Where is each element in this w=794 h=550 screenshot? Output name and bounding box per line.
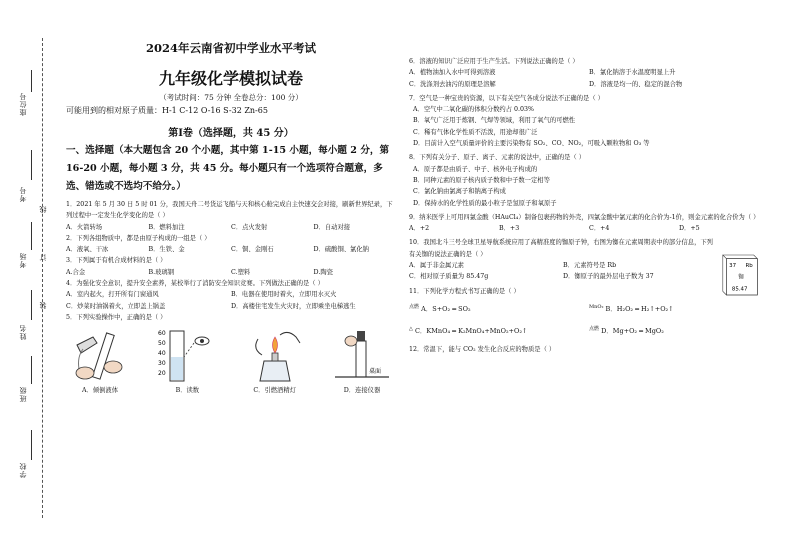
question-8 xyxy=(409,152,769,208)
tick-30: 30 xyxy=(158,360,166,368)
exam-subtitle: 九年级化学模拟试卷 xyxy=(158,69,303,88)
atomic-masses: 可能用到的相对原子质量：H-1 C-12 O-16 S-32 Zn-65 xyxy=(66,106,268,115)
question-stem: 1．2021 年 5 月 30 日 5 时 01 分，我国天舟二号货运飞船与天和核心舱完成自主快速交会对接，刷新世界纪录，下列过程中一定发生化学变化的是（ ） xyxy=(66,201,393,220)
equation-d xyxy=(589,319,769,341)
tick-50: 50 xyxy=(158,340,166,348)
equation-c-text: C．KMnO₄ ═ K₂MnO₄+MnO₂+O₂↑ xyxy=(414,327,528,336)
exam-number-blank xyxy=(31,150,32,180)
right-column xyxy=(409,56,769,356)
cut-mark-ding: 订 xyxy=(39,254,47,261)
option-d: D．自动对接 xyxy=(313,223,351,231)
option-c: C．+4 xyxy=(589,225,610,233)
element-name: 铷 xyxy=(738,275,744,282)
equation-a-text: A．S+O₂ ═ SO₂ xyxy=(421,305,471,314)
tick-60: 60 xyxy=(158,330,166,338)
atomic-number: 37 xyxy=(729,263,737,270)
question-5 xyxy=(66,312,396,394)
section-instruction: 一、选择题（本大题包含 20 个小题，其中第 1-15 小题，每小题 2 分，第 16-20 小题，每小题 3 分，共 45 分。每小题只有一个选项符合题意，多选、错选或不选均不给分。） xyxy=(66,145,390,192)
label-exam-room: 考场 xyxy=(19,252,27,268)
part1-title: 第Ⅰ卷（选择题，共 45 分） xyxy=(168,128,294,139)
atomic-mass: 85.47 xyxy=(731,286,748,293)
question-4 xyxy=(66,278,396,312)
question-2 xyxy=(66,233,396,256)
option-a: A．液氧、干冰 xyxy=(66,246,109,254)
option-d: D．+5 xyxy=(679,225,700,233)
condition-c: △ xyxy=(409,326,413,333)
figure-c xyxy=(241,327,309,394)
lab-figures xyxy=(66,327,396,394)
option-c: C．炒菜时油锅着火，立即盖上锅盖 xyxy=(66,302,166,310)
question-stem: 4．为强化安全意识，提升安全素养，某校举行了消防安全知识竞赛。下列做法正确的是（ ） xyxy=(66,280,324,288)
left-column xyxy=(66,40,396,394)
cut-line xyxy=(42,38,43,518)
label-name: 姓名 xyxy=(19,324,27,340)
equation-b xyxy=(589,297,769,319)
condition-a: 点燃 xyxy=(409,303,420,310)
exam-room-blank xyxy=(31,222,32,250)
element-symbol: Rb xyxy=(745,263,753,270)
school-blank xyxy=(31,430,32,460)
option-a: A.合金 xyxy=(66,268,86,276)
option-b: B．+3 xyxy=(499,225,520,233)
label-class: 班级 xyxy=(19,386,27,402)
option-c: C．相对原子质量为 85.47g xyxy=(409,273,489,281)
option-b: B．氯化钠溶于水温度明显上升 xyxy=(589,69,676,77)
question-stem: 6．溶液的知识广泛应用于生产生活。下列说法正确的是（ ） xyxy=(409,58,579,65)
option-b: B．同种元素的原子核内质子数和中子数一定相等 xyxy=(413,176,550,184)
option-b: B．元素符号是 Rb xyxy=(563,262,617,270)
option-d: D．溶液是均一的、稳定的混合物 xyxy=(589,80,683,88)
option-a: A．倾倒液体 xyxy=(81,387,119,395)
question-stem: 2．下列各组物质中，都是由原子构成的一组是（ ） xyxy=(66,234,211,242)
option-d: D．硫酸铜、氯化钠 xyxy=(313,246,369,254)
question-1 xyxy=(66,199,396,233)
equation-b-text: B．H₂O₂ ═ H₂↑+O₂↑ xyxy=(605,305,674,314)
question-6 xyxy=(409,56,769,90)
option-b: B．读数 xyxy=(175,387,200,395)
option-d: D.陶瓷 xyxy=(313,268,333,276)
condition-d: 点燃 xyxy=(589,326,600,333)
cut-mark-zhuang: 装 xyxy=(39,302,47,309)
label-seat-number: 座位号 xyxy=(19,92,27,116)
option-c: C．稀有气体化学性质不活泼，用途却很广泛 xyxy=(413,128,538,136)
option-b: B．氧气广泛用于炼钢、气焊等领域，利用了氧气的可燃性 xyxy=(413,117,576,125)
question-stem: 5．下列实验操作中，正确的是（ ） xyxy=(66,313,167,321)
question-stem: 8．下列有关分子、原子、离子、元素的说法中，正确的是（ ） xyxy=(409,154,586,162)
question-7 xyxy=(409,93,769,149)
equation-d-text: D．Mg+O₂ ═ MgO₂ xyxy=(601,327,664,336)
option-d: D．保持水的化学性质的最小粒子是氢原子和氧原子 xyxy=(413,199,557,207)
option-a: A．+2 xyxy=(409,225,430,233)
option-a: A．空气中二氧化碳的体积分数约占 0.03% xyxy=(413,106,535,114)
class-blank xyxy=(31,356,32,384)
option-c: C．点火发射 xyxy=(231,223,268,231)
pour-liquid-illustration xyxy=(69,327,131,385)
option-d: D．高楼住宅发生火灾时，立即乘坐电梯逃生 xyxy=(231,302,356,310)
question-stem: 3．下列属于有机合成材料的是（ ） xyxy=(66,257,167,265)
question-stem: 10．我国北斗三号全球卫星导航系统应用了高精准度的铷原子钟，右图为铷在元素周期表中的部分信息，下列有关铷的说法正确的是（ ） xyxy=(409,239,713,258)
table-label: 桌面 xyxy=(368,368,381,376)
equation-a xyxy=(409,297,589,319)
cut-mark-xian: 线 xyxy=(39,206,47,213)
equation-c xyxy=(409,319,589,341)
option-c: C.塑料 xyxy=(231,268,251,276)
binding-margin xyxy=(0,0,52,550)
question-stem: 7．空气是一种宝贵的资源，以下有关空气各成分说法不正确的是（ ） xyxy=(409,94,604,102)
name-blank xyxy=(31,290,32,320)
figure-a xyxy=(66,327,134,394)
option-a: A．属于非金属元素 xyxy=(409,262,464,270)
option-c: C．氯化钠由氯离子和钠离子构成 xyxy=(413,188,506,196)
tick-40: 40 xyxy=(158,350,166,358)
exam-title: 2024年云南省初中学业水平考试 xyxy=(145,41,316,55)
option-b: B．燃料加注 xyxy=(148,223,185,231)
label-school: 学校 xyxy=(19,462,27,478)
option-b: B．电器在使用时着火，立即用水灭火 xyxy=(231,291,337,299)
question-11 xyxy=(409,286,769,342)
option-c: C．铜、金刚石 xyxy=(231,246,274,254)
question-12 xyxy=(409,344,769,355)
connect-apparatus-illustration xyxy=(331,327,393,385)
option-d: D．目前计入空气质量评价的主要污染物有 SO₂、CO、NO₂，可吸入颗粒物和 O₃ 等 xyxy=(413,140,650,148)
question-stem: 12．常温下，能与 CO₂ 发生化合反应的物质是（ ） xyxy=(409,346,556,354)
seat-number-blank xyxy=(31,70,32,92)
question-9 xyxy=(409,212,769,235)
option-d: D．连接仪器 xyxy=(343,387,381,395)
option-a: A．火箭转场 xyxy=(66,223,103,231)
question-3 xyxy=(66,255,396,278)
option-a: A．室内起火，打开所有门窗通风 xyxy=(66,291,159,299)
option-a: A．原子都是由质子、中子、核外电子构成的 xyxy=(413,165,538,173)
option-a: A．植物油加入水中可得到溶液 xyxy=(409,69,496,77)
rubidium-element-card xyxy=(721,253,761,297)
option-b: B．生铁、金 xyxy=(148,246,185,254)
label-exam-number: 考号 xyxy=(19,186,27,202)
option-b: B.玻璃钢 xyxy=(148,268,175,276)
figure-b xyxy=(153,327,221,394)
question-stem: 11．下列化学方程式书写正确的是（ ） xyxy=(409,287,520,295)
option-c: C．洗涤剂去油污的原理是溶解 xyxy=(409,80,496,88)
option-c: C．引燃酒精灯 xyxy=(253,387,296,395)
graduated-cylinder-illustration xyxy=(156,327,218,385)
alcohol-lamp-illustration xyxy=(244,327,306,385)
tick-20: 20 xyxy=(158,370,166,378)
condition-b: MnO₂ xyxy=(589,303,604,310)
option-d: D．铷原子的最外层电子数为 37 xyxy=(563,273,654,281)
figure-d xyxy=(328,327,396,394)
exam-info: （考试时间：75 分钟 全卷总分：100 分） xyxy=(159,93,303,102)
question-stem: 9．纳米医学上可用四氯金酸（HAuCl₄）制备包裹药物的外壳，四氯金酸中氯元素的化合价为-1价，则金元素的化合价为（ ） xyxy=(409,213,760,221)
